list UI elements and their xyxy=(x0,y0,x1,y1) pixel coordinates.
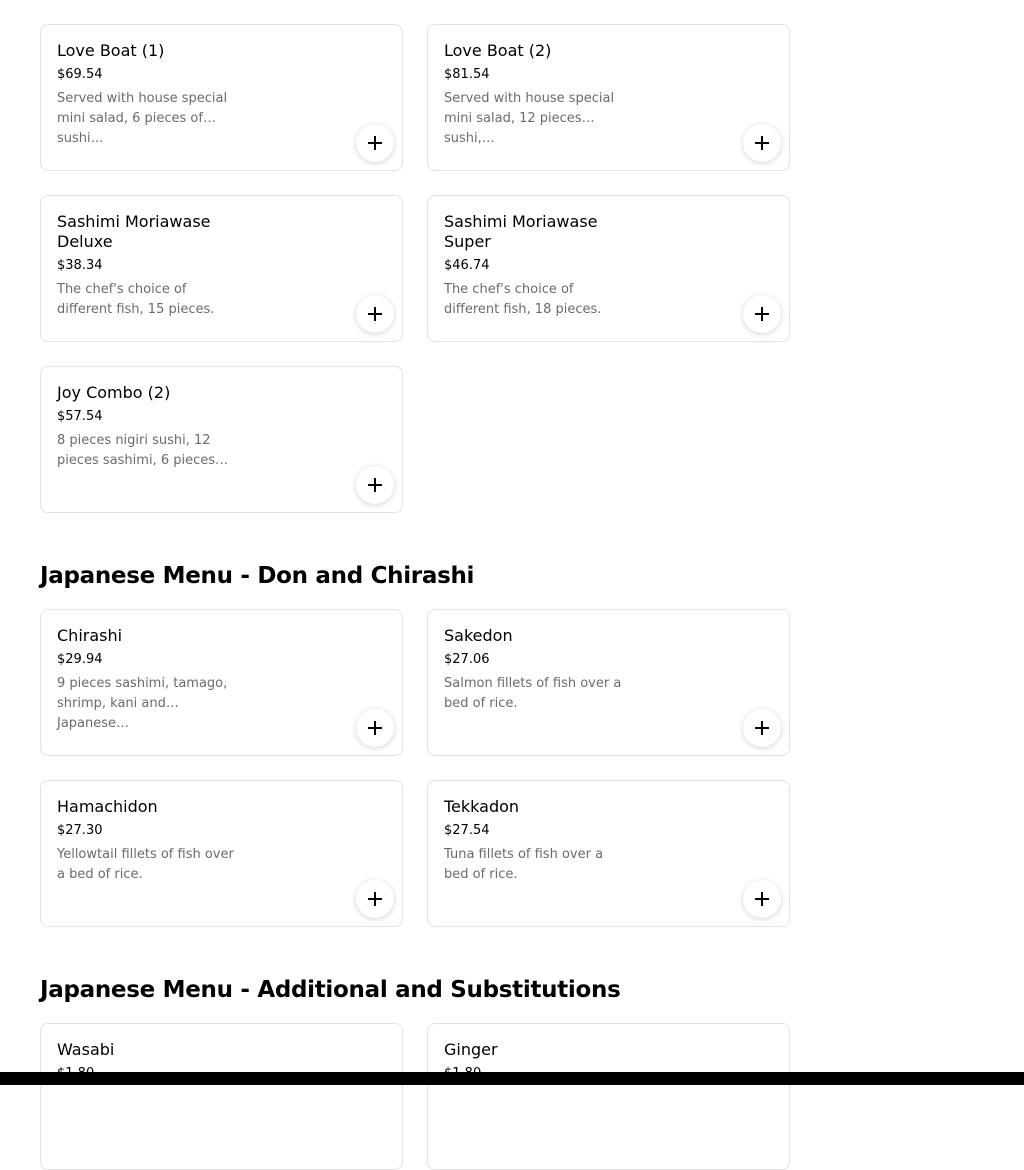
plus-icon xyxy=(368,892,382,906)
item-description: The chef's choice of different fish, 18 pieces. xyxy=(444,282,602,317)
item-description: Tuna fillets of fish over a bed of rice. xyxy=(444,847,604,882)
plus-icon xyxy=(755,892,769,906)
section-title-additional-substitutions: Japanese Menu - Additional and Substitutions xyxy=(40,977,621,1003)
item-name: Sashimi Moriawase Super xyxy=(444,212,598,251)
plus-icon xyxy=(755,307,769,321)
item-description: Salmon fillets of fish over a bed of rice. xyxy=(444,676,622,711)
menu-item-card[interactable] xyxy=(427,780,790,927)
menu-item-card[interactable] xyxy=(427,24,790,171)
item-name: Wasabi xyxy=(57,1040,115,1059)
menu-item-card[interactable] xyxy=(427,195,790,342)
plus-icon xyxy=(755,721,769,735)
item-description: 9 pieces sashimi, tamago, shrimp, kani and Japanese… xyxy=(57,676,228,731)
item-price: $81.54 xyxy=(444,67,490,82)
item-name: Chirashi xyxy=(57,626,123,645)
menu-item-card[interactable] xyxy=(40,609,403,756)
add-to-cart-button[interactable] xyxy=(743,880,781,918)
item-name: Sakedon xyxy=(444,626,513,645)
item-name: Love Boat (1) xyxy=(57,41,165,60)
item-description: The chef's choice of different fish, 15 pieces. xyxy=(57,282,215,317)
plus-icon xyxy=(368,478,382,492)
item-price: $27.54 xyxy=(444,823,490,838)
item-price: $27.06 xyxy=(444,652,490,667)
item-price: $69.54 xyxy=(57,67,103,82)
item-price: $27.30 xyxy=(57,823,103,838)
add-to-cart-button[interactable] xyxy=(356,880,394,918)
item-description: Served with house special mini salad, 12 pieces sushi,… xyxy=(444,91,615,146)
plus-icon xyxy=(368,307,382,321)
add-to-cart-button[interactable] xyxy=(356,709,394,747)
plus-icon xyxy=(755,136,769,150)
add-to-cart-button[interactable] xyxy=(356,295,394,333)
menu-item-card[interactable] xyxy=(40,24,403,171)
menu-item-card[interactable] xyxy=(40,195,403,342)
menu-grid-don-chirashi xyxy=(40,609,790,927)
item-price: $29.94 xyxy=(57,652,103,667)
menu-item-card[interactable] xyxy=(40,780,403,927)
add-to-cart-button[interactable] xyxy=(356,124,394,162)
add-to-cart-button[interactable] xyxy=(743,124,781,162)
item-name: Sashimi Moriawase Deluxe xyxy=(57,212,211,251)
menu-grid-additional xyxy=(40,1023,790,1170)
add-to-cart-button[interactable] xyxy=(356,466,394,504)
menu-item-card[interactable] xyxy=(427,1023,790,1170)
item-name: Love Boat (2) xyxy=(444,41,552,60)
add-to-cart-button[interactable] xyxy=(743,709,781,747)
item-name: Ginger xyxy=(444,1040,498,1059)
item-description: Yellowtail fillets of fish over a bed of rice. xyxy=(57,847,234,882)
item-name: Joy Combo (2) xyxy=(57,383,171,402)
item-description: Served with house special mini salad, 6 pieces of sushi… xyxy=(57,91,228,146)
item-name: Hamachidon xyxy=(57,797,158,816)
menu-item-card[interactable] xyxy=(40,366,403,513)
menu-item-card[interactable] xyxy=(427,609,790,756)
item-price: $46.74 xyxy=(444,258,490,273)
item-description: 8 pieces nigiri sushi, 12 pieces sashimi, 6 pieces… xyxy=(57,433,228,468)
item-price: $57.54 xyxy=(57,409,103,424)
plus-icon xyxy=(368,721,382,735)
item-name: Tekkadon xyxy=(444,797,520,816)
add-to-cart-button[interactable] xyxy=(743,295,781,333)
menu-grid-combos xyxy=(40,24,790,513)
section-title-don-chirashi: Japanese Menu - Don and Chirashi xyxy=(40,563,475,589)
bottom-bar xyxy=(0,1072,1024,1085)
menu-item-card[interactable] xyxy=(40,1023,403,1170)
plus-icon xyxy=(368,136,382,150)
item-price: $38.34 xyxy=(57,258,103,273)
